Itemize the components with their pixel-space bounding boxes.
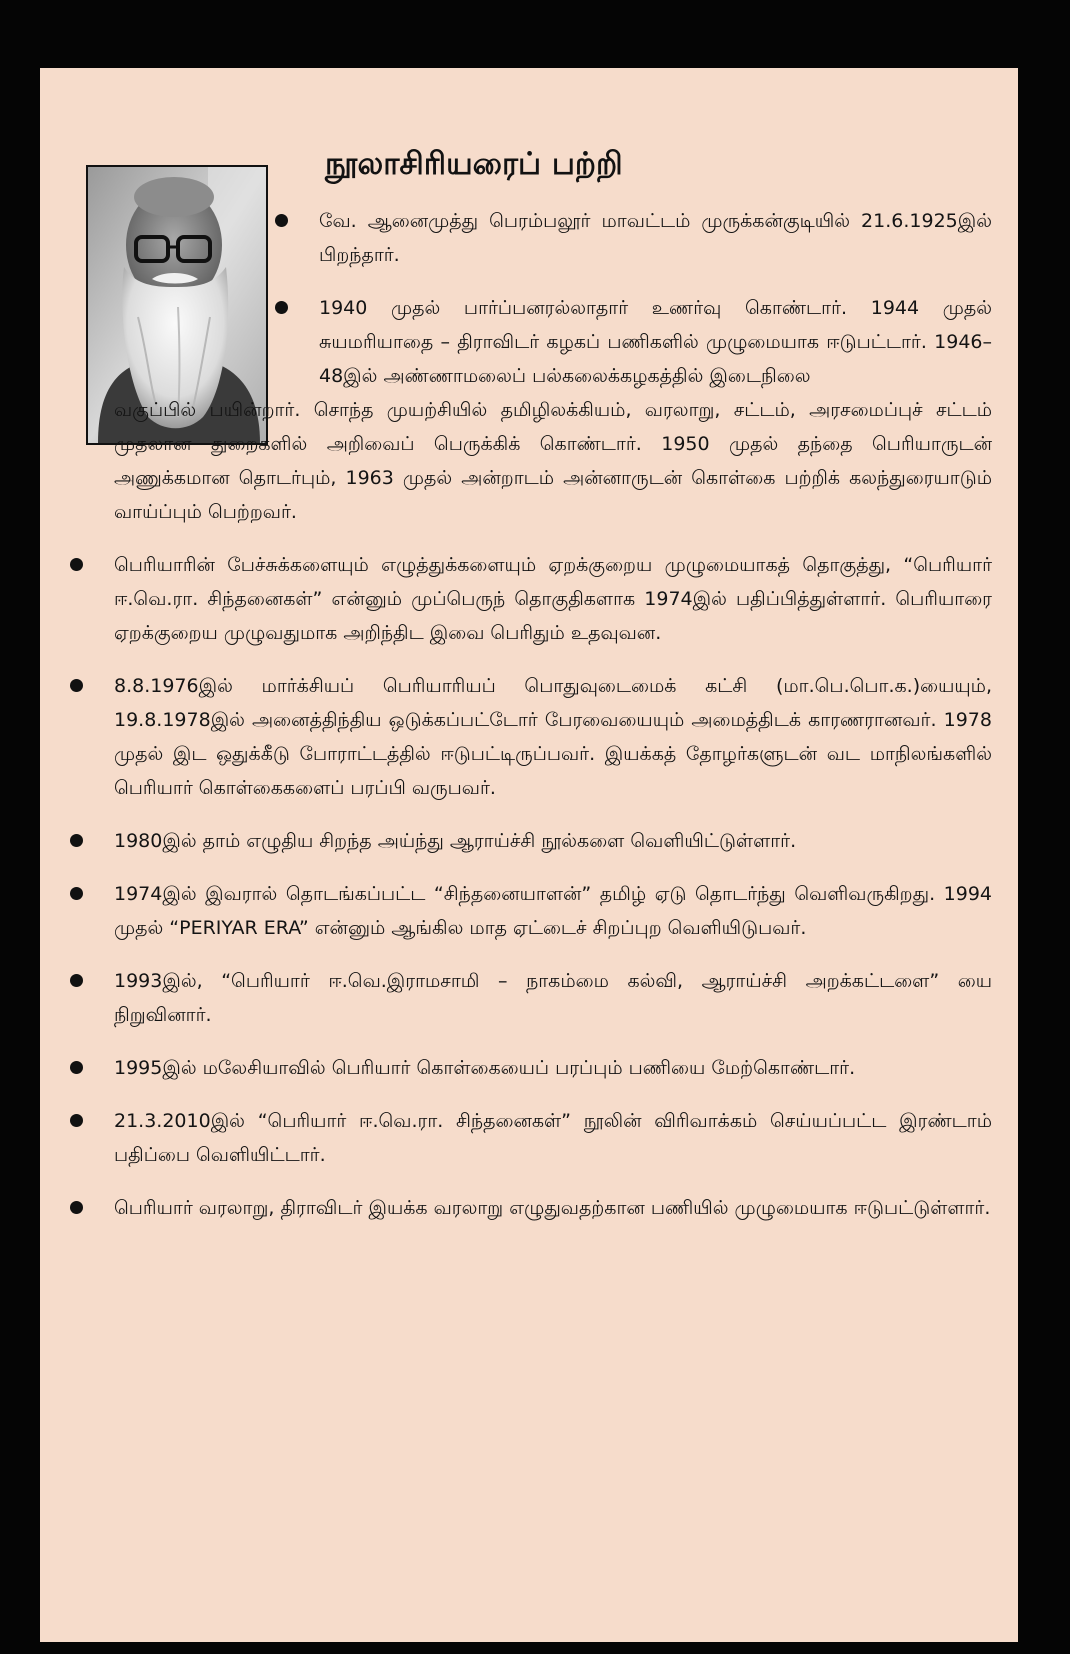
bio-text: 1974இல் இவரால் தொடங்கப்பட்ட “சிந்தனையாளன்” தமிழ் ஏடு தொடர்ந்து வெளிவருகிறது. 1994 முதல் “PERIYAR ERA” என்னும் ஆங்கில மாத ஏட்டைச் சிறப்புற வெளியிடுபவர். [114, 883, 992, 939]
book-page [40, 68, 1018, 1642]
bio-text: 1993இல், “பெரியார் ஈ.வெ.இராமசாமி – நாகம்மை கல்வி, ஆராய்ச்சி அறக்கட்டளை” யை நிறுவினார். [114, 970, 992, 1026]
bullet-icon [275, 214, 288, 227]
bio-item [40, 548, 1018, 650]
bullet-icon [70, 679, 83, 692]
bio-item [245, 291, 1018, 393]
bio-text: வே. ஆனைமுத்து பெரம்பலூர் மாவட்டம் முருக்கன்குடியில் 21.6.1925இல் பிறந்தார். [319, 210, 992, 266]
bullet-icon [70, 1201, 83, 1214]
bio-text: 1995இல் மலேசியாவில் பெரியார் கொள்கையைப் பரப்பும் பணியை மேற்கொண்டார். [114, 1057, 856, 1079]
bio-text: 21.3.2010இல் “பெரியார் ஈ.வெ.ரா. சிந்தனைகள்” நூலின் விரிவாக்கம் செய்யப்பட்ட இரண்டாம் பதிப்பை வெளியிட்டார். [114, 1110, 992, 1166]
bullet-icon [70, 974, 83, 987]
bio-item [245, 204, 1018, 272]
bio-item [40, 1191, 1018, 1225]
bio-item [40, 1051, 1018, 1085]
bio-text: 1940 முதல் பார்ப்பனரல்லாதார் உணர்வு கொண்டார். 1944 முதல் சுயமரியாதை – திராவிடர் கழகப் பணிகளில் முழுமையாக ஈடுபட்டார். 1946–48இல் அண்ணாமலைப் பல்கலைக்கழகத்தில் இடைநிலை [319, 297, 992, 387]
bullet-icon [70, 1114, 83, 1127]
bullet-icon [70, 558, 83, 571]
author-bio [40, 204, 1018, 1244]
bio-item [40, 964, 1018, 1032]
bio-item [40, 1104, 1018, 1172]
bullet-icon [70, 887, 83, 900]
bio-text: பெரியாரின் பேச்சுக்களையும் எழுத்துக்களையும் ஏறக்குறைய முழுமையாகத் தொகுத்து, “பெரியார் ஈ.வெ.ரா. சிந்தனைகள்” என்னும் முப்பெருந் தொகுதிகளாக 1974இல் பதிப்பித்துள்ளார். பெரியாரை ஏறக்குறைய முழுவதுமாக அறிந்திட இவை பெரிதும் உதவுவன. [114, 554, 992, 644]
bio-text: 8.8.1976இல் மார்க்சியப் பெரியாரியப் பொதுவுடைமைக் கட்சி (மா.பெ.பொ.க.)யையும், 19.8.1978இல் அனைத்திந்திய ஒடுக்கப்பட்டோர் பேரவையையும் அமைத்திடக் காரணரானவர். 1978 முதல் இட ஒதுக்கீடு போராட்டத்தில் ஈடுபட்டிருப்பவர். இயக்கத் தோழர்களுடன் வட மாநிலங்களில் பெரியார் கொள்கைகளைப் பரப்பி வருபவர். [114, 675, 992, 799]
bio-item [40, 877, 1018, 945]
bio-item-continuation [40, 393, 1018, 529]
bullet-icon [275, 301, 288, 314]
bio-text: வகுப்பில் பயின்றார். சொந்த முயற்சியில் தமிழிலக்கியம், வரலாறு, சட்டம், அரசமைப்புச் சட்டம் முதலான துறைகளில் அறிவைப் பெருக்கிக் கொண்டார். 1950 முதல் தந்தை பெரியாருடன் அணுக்கமான தொடர்பும், 1963 முதல் அன்றாடம் அன்னாருடன் கொள்கை பற்றிக் கலந்துரையாடும் வாய்ப்பும் பெற்றவர். [114, 399, 992, 523]
bullet-icon [70, 834, 83, 847]
bullet-icon [70, 1061, 83, 1074]
page-title: நூலாசிரியரைப் பற்றி [325, 146, 623, 182]
bio-item [40, 669, 1018, 805]
bio-item [40, 824, 1018, 858]
bio-text: பெரியார் வரலாறு, திராவிடர் இயக்க வரலாறு எழுதுவதற்கான பணியில் முழுமையாக ஈடுபட்டுள்ளார். [114, 1197, 991, 1219]
bio-text: 1980இல் தாம் எழுதிய சிறந்த அய்ந்து ஆராய்ச்சி நூல்களை வெளியிட்டுள்ளார். [114, 830, 797, 852]
